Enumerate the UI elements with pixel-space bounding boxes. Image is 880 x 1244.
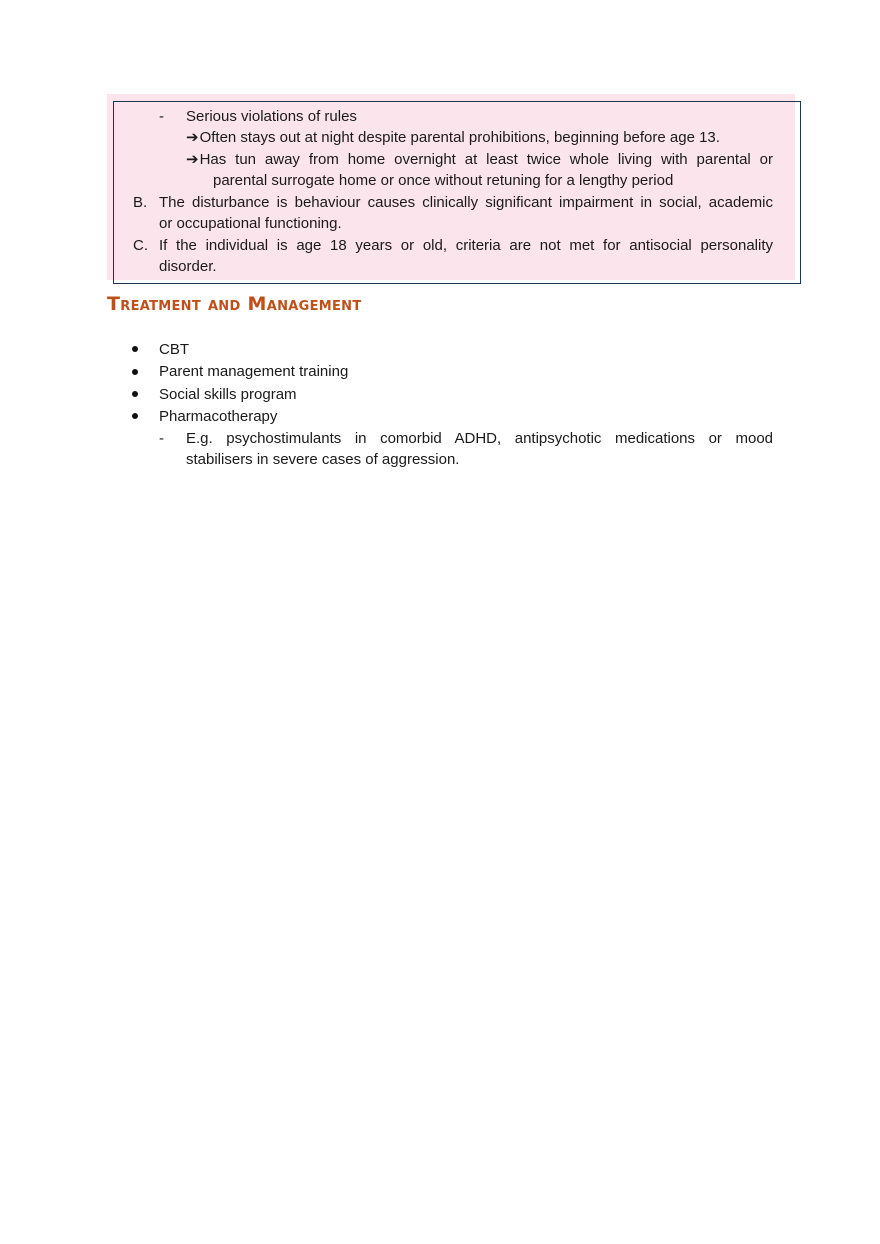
criteria-b-line2: or occupational functioning. — [159, 215, 342, 232]
criteria-b-marker: B. — [133, 194, 148, 211]
criteria-c-line1: If the individual is age 18 years or old, criteria are not met for antisocial personality — [159, 237, 773, 254]
arrow-icon: ➔ — [186, 151, 199, 168]
criteria-arrow-item — [186, 127, 720, 148]
section-heading: Treatment and Management — [107, 293, 362, 315]
arrow-item-continuation: parental surrogate home or once without retuning for a lengthy period — [213, 172, 674, 189]
criteria-c-marker: C. — [133, 237, 148, 254]
treatment-item: Parent management training — [159, 363, 349, 380]
criteria-arrow-item — [186, 149, 773, 170]
arrow-item-text: Often stays out at night despite parental prohibitions, beginning before age 13. — [199, 129, 720, 146]
criteria-dash-text: Serious violations of rules — [186, 108, 357, 125]
treatment-sub-line2: stabilisers in severe cases of aggression. — [186, 451, 460, 468]
bullet-icon — [132, 413, 138, 419]
bullet-icon — [132, 369, 138, 375]
sub-item-marker: - — [159, 430, 164, 447]
treatment-sub-line1: E.g. psychostimulants in comorbid ADHD, antipsychotic medications or mood — [186, 430, 773, 447]
bullet-icon — [132, 391, 138, 397]
criteria-b-line1: The disturbance is behaviour causes clinically significant impairment in social, academic — [159, 194, 773, 211]
bullet-icon — [132, 346, 138, 352]
treatment-item: CBT — [159, 341, 189, 358]
dash-marker: - — [159, 108, 164, 125]
criteria-c-line2: disorder. — [159, 258, 217, 275]
arrow-icon: ➔ — [186, 129, 199, 146]
treatment-item: Pharmacotherapy — [159, 408, 278, 425]
arrow-item-text: Has tun away from home overnight at least twice whole living with parental or — [199, 151, 773, 168]
treatment-item: Social skills program — [159, 386, 297, 403]
